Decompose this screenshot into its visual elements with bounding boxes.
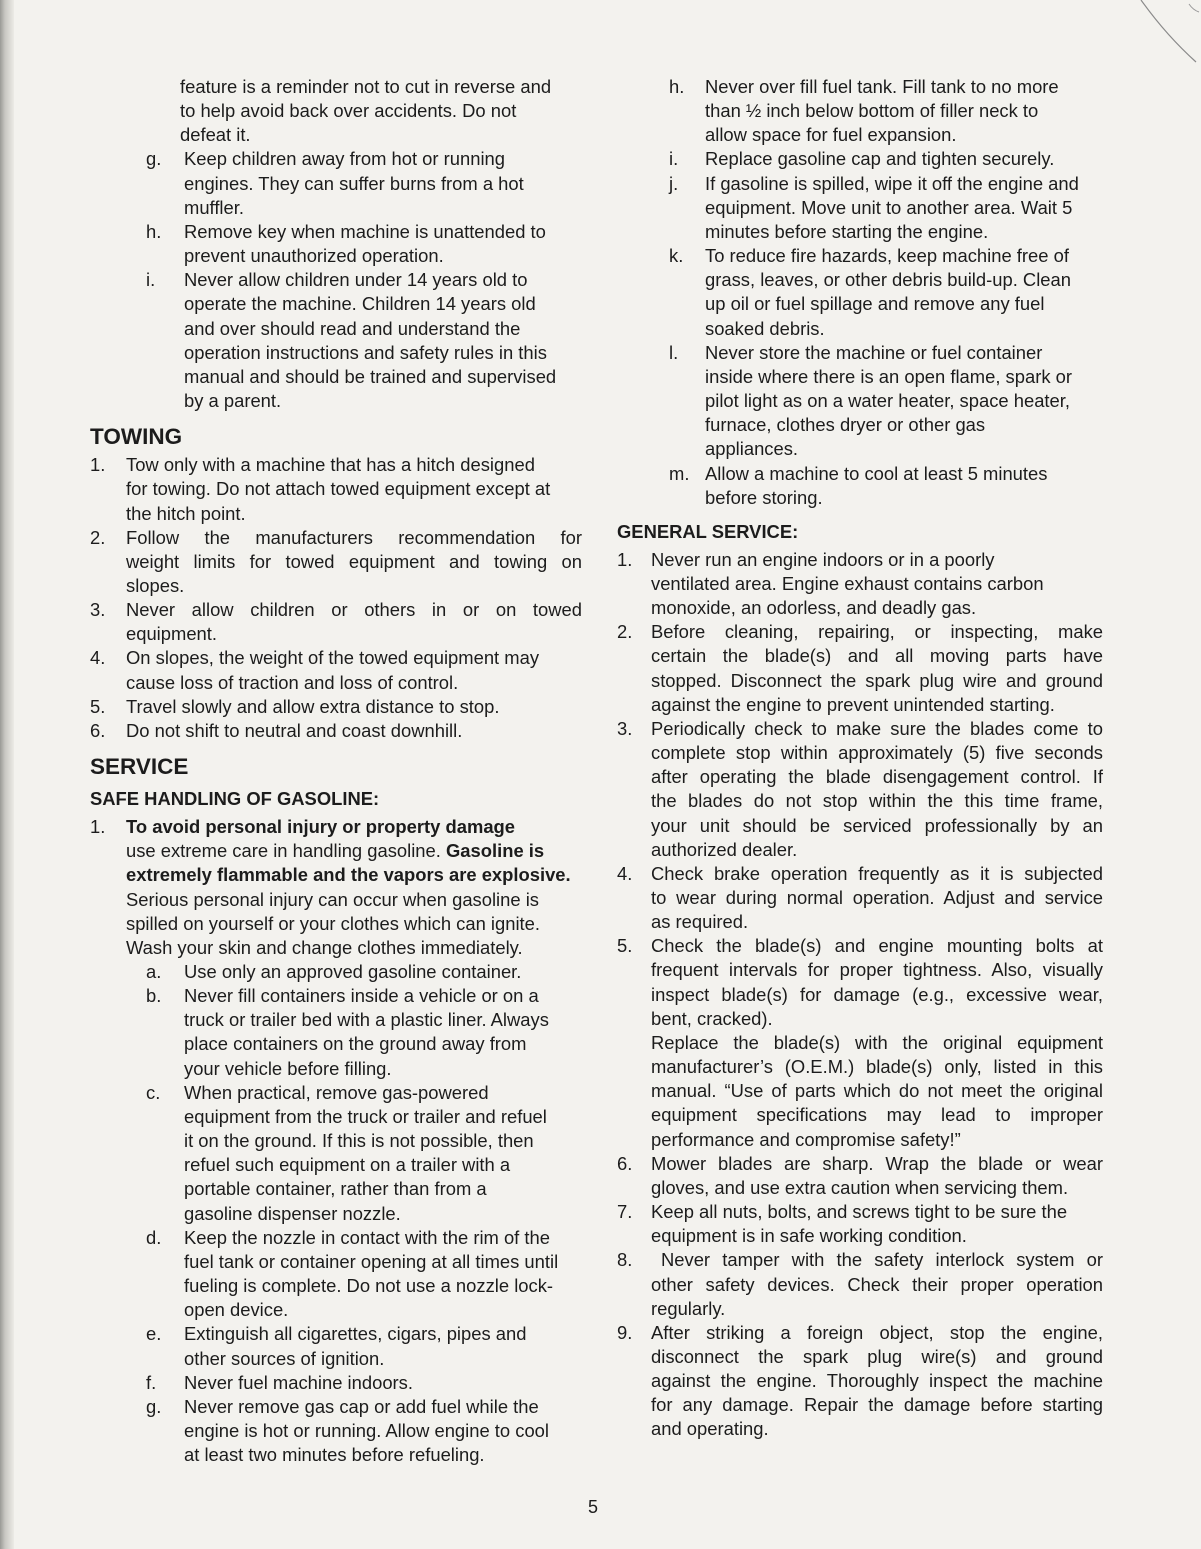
- list-item: 3. Periodically check to make sure the blades come to complete stop within approximately (5) five seconds after operating the blade disengagement control. If the blades do not stop within the this time frame, your unit should be serviced professionally by an authorized dealer.: [617, 717, 1103, 860]
- list-item: g. Never remove gas cap or add fuel while the engine is hot or running. Allow engine to cool at least two minutes before refueling.: [146, 1395, 549, 1466]
- item-marker: 5.: [90, 695, 106, 717]
- list-item: 5. Check the blade(s) and engine mounting bolts at frequent intervals for proper tightness. Also, visually inspect blade(s) for damage (e.g., excessive wear, bent, cracked). Replace the blade(s) with the original equipment manufacturer’s (O.E.M.) blade(s) only, listed in this manual. “Use of parts which do not meet the original equipment specifications may lead to improper performance and compromise safety!”: [617, 935, 1103, 1150]
- right-column: [617, 75, 1103, 1442]
- list-item: 8. Never tamper with the safety interlock system or other safety devices. Check their proper operation regularly.: [617, 1249, 1103, 1319]
- list-item: 1. Tow only with a machine that has a hitch designed for towing. Do not attach towed equipment except at the hitch point.: [90, 454, 551, 524]
- list-item: m. Allow a machine to cool at least 5 minutes before storing.: [669, 462, 1048, 508]
- safe-handling-subheading: SAFE HANDLING OF GASOLINE:: [90, 788, 380, 810]
- item-marker: l.: [669, 341, 679, 363]
- list-item: i. Replace gasoline cap and tighten securely.: [617, 147, 1103, 171]
- item-marker: 4.: [617, 862, 633, 884]
- left-column: [90, 75, 582, 1467]
- item-marker: g.: [146, 148, 162, 170]
- list-item: 9. After striking a foreign object, stop the engine, disconnect the spark plug wire(s) and ground against the engine. Thoroughly inspect the machine for any damage. Repair the damage before starting and operating.: [617, 1321, 1103, 1440]
- page-number: 5: [588, 1497, 599, 1517]
- scanned-page-edge: [0, 0, 14, 1549]
- list-item: 1. To avoid personal injury or property damage use extreme care in handling gasoline. Gasoline is extremely flammable and the vapors are explosive. Serious personal injury can occur when gasoline is spilled on yourself or your clothes which can ignite. Wash your skin and change clothes immediately.: [90, 816, 571, 958]
- item-marker: 1.: [90, 454, 106, 476]
- list-item: e. Extinguish all cigarettes, cigars, pipes and other sources of ignition.: [146, 1323, 527, 1369]
- list-item: c. When practical, remove gas-powered equipment from the truck or trailer and refuel it on the ground. If this is not possible, then refuel such equipment on a trailer with a portable container, rather than from a gasoline dispenser nozzle.: [146, 1081, 547, 1224]
- list-item: d. Keep the nozzle in contact with the rim of the fuel tank or container opening at all times until fueling is complete. Do not use a nozzle lock- open device.: [146, 1226, 559, 1321]
- item-marker: 4.: [90, 647, 106, 669]
- item-marker: e.: [146, 1323, 162, 1345]
- item-marker: 8.: [617, 1249, 633, 1271]
- item-marker: 1.: [90, 816, 106, 838]
- item-marker: k.: [669, 245, 684, 267]
- list-item: 4. On slopes, the weight of the towed equipment may cause loss of traction and loss of control.: [90, 647, 540, 693]
- towing-heading: TOWING: [90, 424, 183, 450]
- item-marker: 1.: [617, 548, 633, 570]
- item-marker: h.: [669, 76, 685, 97]
- item-marker: i.: [146, 269, 156, 291]
- list-item: f. Never fuel machine indoors.: [90, 1371, 582, 1395]
- item-marker: f.: [146, 1371, 157, 1393]
- item-marker: 3.: [617, 717, 633, 739]
- item-marker: d.: [146, 1226, 162, 1248]
- item-marker: g.: [146, 1395, 162, 1417]
- general-service-heading: GENERAL SERVICE:: [617, 520, 799, 542]
- pencil-mark: [1081, 0, 1201, 80]
- item-marker: 2.: [617, 621, 633, 643]
- item-marker: h.: [146, 220, 162, 242]
- item-marker: j.: [669, 172, 679, 194]
- item-marker: c.: [146, 1081, 161, 1103]
- item-marker: 9.: [617, 1321, 633, 1343]
- item-marker: 5.: [617, 935, 633, 957]
- item-marker: 2.: [90, 526, 106, 548]
- item-marker: 7.: [617, 1201, 633, 1223]
- item-marker: i.: [669, 148, 679, 170]
- list-item: 6. Mower blades are sharp. Wrap the blade or wear gloves, and use extra caution when servicing them.: [617, 1152, 1103, 1198]
- list-item: 1. Never run an engine indoors or in a poorly ventilated area. Engine exhaust contains carbon monoxide, an odorless, and deadly gas.: [617, 548, 1044, 619]
- list-item: l. Never store the machine or fuel container inside where there is an open flame, spark or pilot light as on a water heater, space heater, furnace, clothes dryer or other gas appliances.: [669, 341, 1072, 460]
- list-item: b. Never fill containers inside a vehicle or on a truck or trailer bed with a plastic liner. Always place containers on the ground away from your vehicle before filling.: [146, 985, 549, 1079]
- list-item: h. Remove key when machine is unattended to prevent unauthorized operation.: [146, 220, 546, 267]
- list-item: 4. Check brake operation frequently as it is subjected to wear during normal operation. Adjust and service as required.: [617, 862, 1103, 933]
- list-item: j. If gasoline is spilled, wipe it off the engine and equipment. Move unit to another area. Wait 5 minutes before starting the engine.: [669, 172, 1079, 242]
- list-item: 3. Never allow children or others in or on towed equipment.: [90, 599, 582, 645]
- item-marker: a.: [146, 961, 162, 982]
- item-marker: 6.: [90, 719, 106, 741]
- list-item: i. Never allow children under 14 years old to operate the machine. Children 14 years old and over should read and understand the operation instructions and safety rules in this manual and should be trained and supervised by a parent.: [146, 269, 557, 412]
- item-marker: 6.: [617, 1152, 633, 1174]
- service-heading: SERVICE: [90, 754, 189, 780]
- list-item: 5. Travel slowly and allow extra distance to stop.: [90, 695, 582, 719]
- item-marker: m.: [669, 462, 690, 484]
- list-item: 2. Before cleaning, repairing, or inspecting, make certain the blade(s) and all moving parts have stopped. Disconnect the spark plug wire and ground against the engine to prevent unintended starting.: [617, 621, 1103, 715]
- list-item: 6. Do not shift to neutral and coast downhill.: [90, 719, 582, 743]
- list-item: 7. Keep all nuts, bolts, and screws tight to be sure the equipment is in safe working condition.: [617, 1201, 1068, 1247]
- list-item: 2. Follow the manufacturers recommendation for weight limits for towed equipment and towing on slopes.: [90, 526, 582, 596]
- list-item: a. Use only an approved gasoline container.: [90, 960, 582, 984]
- continuation-paragraph: feature is a reminder not to cut in reverse and to help avoid back over accidents. Do not defeat it.: [180, 76, 552, 146]
- list-item: k. To reduce fire hazards, keep machine free of grass, leaves, or other debris build-up. Clean up oil or fuel spillage and remove any fuel soaked debris.: [669, 245, 1071, 339]
- item-marker: b.: [146, 985, 162, 1007]
- item-marker: 3.: [90, 599, 106, 621]
- list-item: h. Never over fill fuel tank. Fill tank to no more than ½ inch below bottom of filler neck to allow space for fuel expansion.: [669, 76, 1059, 146]
- list-item: g. Keep children away from hot or running engines. They can suffer burns from a hot muffler.: [146, 148, 524, 218]
